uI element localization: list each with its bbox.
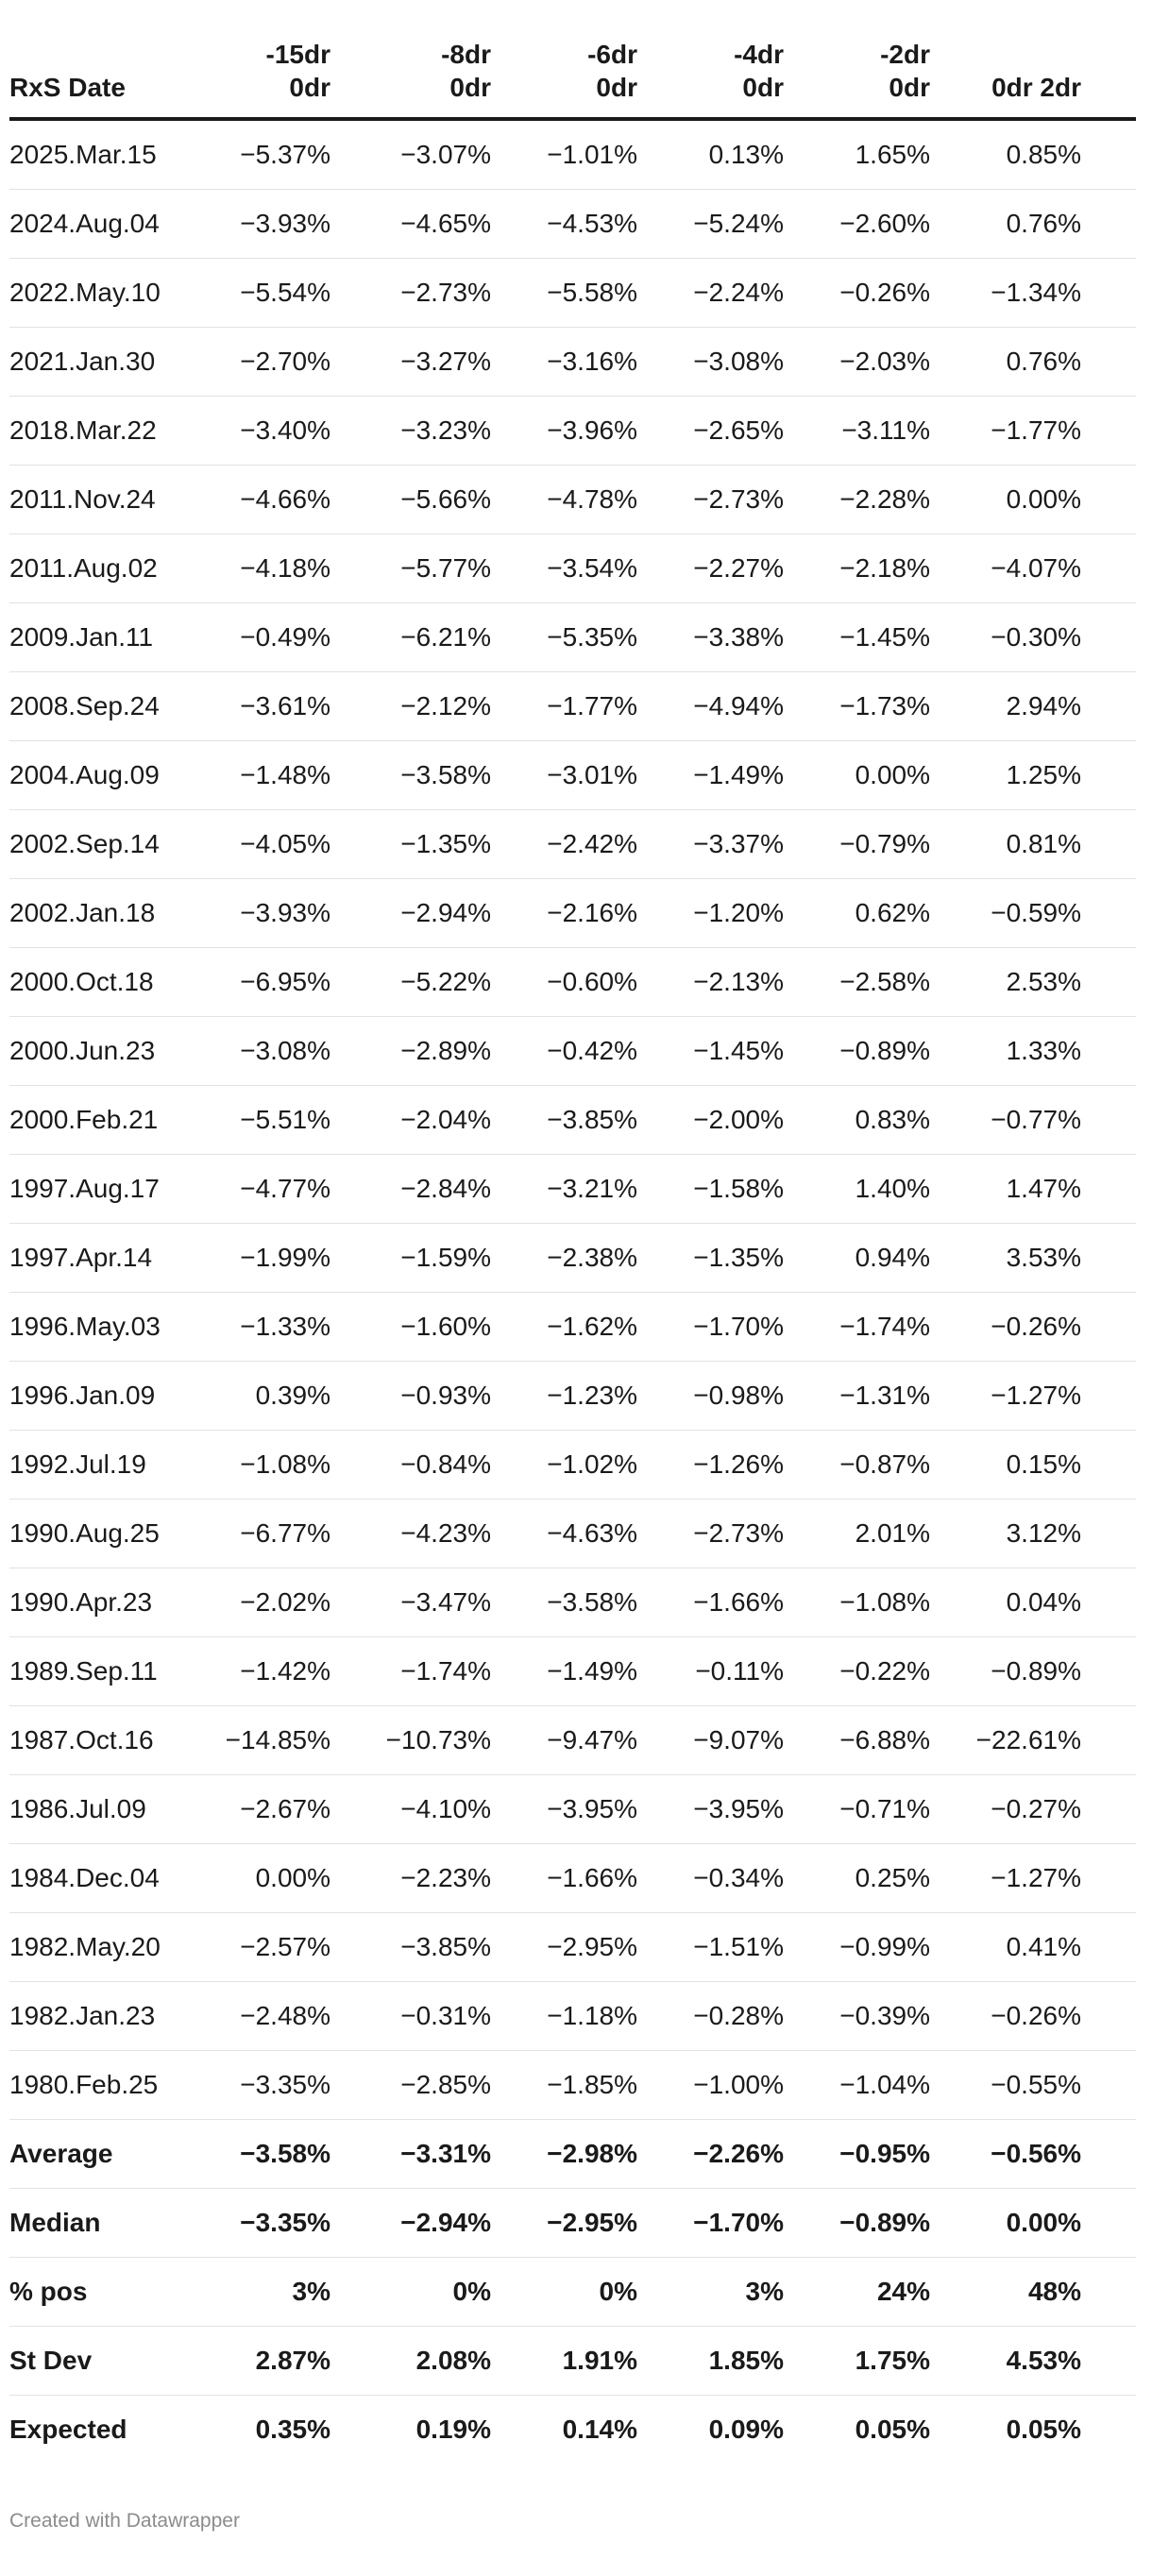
value-cell: −2.73% (637, 1500, 784, 1568)
value-cell: 3% (198, 2258, 330, 2327)
summary-label: % pos (9, 2258, 198, 2327)
value-cell: 2.01% (784, 1500, 930, 1568)
value-cell: −1.35% (637, 1224, 784, 1293)
summary-row (9, 2120, 1136, 2189)
value-cell: −5.66% (330, 466, 491, 534)
value-cell: −1.73% (784, 672, 930, 741)
header-label-line1 (930, 38, 1081, 71)
value-cell: −6.77% (198, 1500, 330, 1568)
header-label-line1: -2dr (880, 40, 930, 69)
value-cell: 0.00% (930, 466, 1136, 534)
value-cell: −3.58% (491, 1568, 637, 1637)
header-date[interactable] (9, 38, 198, 119)
value-cell: −3.11% (784, 397, 930, 466)
value-cell: −0.59% (930, 879, 1136, 948)
table-row (9, 190, 1136, 259)
value-cell: −1.49% (637, 741, 784, 810)
header-label-line2: 0dr (889, 73, 930, 102)
value-cell: −1.27% (930, 1362, 1136, 1431)
value-cell: −0.98% (637, 1362, 784, 1431)
value-cell: −0.79% (784, 810, 930, 879)
value-cell: −2.48% (198, 1982, 330, 2051)
value-cell: −2.95% (491, 2189, 637, 2258)
value-cell: −2.70% (198, 328, 330, 397)
table-row (9, 741, 1136, 810)
header-label: RxS Date (9, 73, 126, 102)
date-cell: 1989.Sep.11 (9, 1637, 198, 1706)
value-cell: 0.35% (255, 2415, 330, 2444)
value-cell: −3.38% (637, 603, 784, 672)
value-cell: 4.53% (930, 2327, 1136, 2396)
value-cell: −1.42% (198, 1637, 330, 1706)
table-row (9, 1224, 1136, 1293)
value-cell: −10.73% (330, 1706, 491, 1775)
value-cell: −1.77% (930, 397, 1136, 466)
value-cell: −2.73% (637, 466, 784, 534)
value-cell: −2.04% (330, 1086, 491, 1155)
value-cell: 0% (491, 2258, 637, 2327)
summary-row (9, 2258, 1136, 2327)
date-cell: 1996.May.03 (9, 1293, 198, 1362)
date-cell: 2002.Sep.14 (9, 810, 198, 879)
table-row (9, 1155, 1136, 1224)
value-cell: −22.61% (930, 1706, 1136, 1775)
table-row (9, 259, 1136, 328)
value-cell: −0.60% (491, 948, 637, 1017)
table-row (9, 810, 1136, 879)
table-row (9, 1913, 1136, 1982)
value-cell: −4.07% (930, 534, 1136, 603)
header-col-5[interactable] (784, 38, 930, 119)
value-cell: 1.47% (930, 1155, 1136, 1224)
value-cell: −3.31% (330, 2120, 491, 2189)
header-label-line2: 0dr 2dr (991, 73, 1081, 102)
header-label-line1: -8dr (441, 40, 491, 69)
value-cell: −1.00% (637, 2051, 784, 2120)
summary-row (9, 2396, 1136, 2465)
value-cell: −1.20% (637, 879, 784, 948)
header-label-line2: 0dr (449, 73, 491, 102)
table-row (9, 1775, 1136, 1844)
table-row (9, 1431, 1136, 1500)
value-cell: −1.31% (784, 1362, 930, 1431)
value-cell: 0.00% (784, 741, 930, 810)
value-cell: −0.87% (784, 1431, 930, 1500)
table-row (9, 879, 1136, 948)
value-cell: −0.95% (784, 2120, 930, 2189)
value-cell: −3.54% (491, 534, 637, 603)
value-cell: −1.26% (637, 1431, 784, 1500)
value-cell: −4.77% (198, 1155, 330, 1224)
value-cell: −0.31% (330, 1982, 491, 2051)
value-cell: −1.27% (930, 1844, 1136, 1913)
value-cell: −3.21% (491, 1155, 637, 1224)
summary-label: St Dev (9, 2327, 198, 2396)
value-cell: −1.99% (198, 1224, 330, 1293)
value-cell: −1.59% (330, 1224, 491, 1293)
value-cell: 0.05% (855, 2415, 930, 2444)
value-cell: 1.40% (784, 1155, 930, 1224)
value-cell: −2.89% (330, 1017, 491, 1086)
table-row (9, 1568, 1136, 1637)
value-cell: −3.85% (491, 1086, 637, 1155)
date-cell: 2004.Aug.09 (9, 741, 198, 810)
value-cell: −2.94% (330, 2189, 491, 2258)
value-cell: 0.19% (415, 2415, 491, 2444)
value-cell: −3.47% (330, 1568, 491, 1637)
header-col-4[interactable] (637, 38, 784, 119)
value-cell: −1.74% (784, 1293, 930, 1362)
date-cell: 2009.Jan.11 (9, 603, 198, 672)
value-cell: −2.65% (637, 397, 784, 466)
value-cell: −1.74% (330, 1637, 491, 1706)
value-cell: 0.41% (930, 1913, 1136, 1982)
value-cell: −1.35% (330, 810, 491, 879)
header-label-line2: 0dr (289, 73, 330, 102)
value-cell: 2.53% (930, 948, 1136, 1017)
date-cell: 1986.Jul.09 (9, 1775, 198, 1844)
value-cell: 1.91% (491, 2327, 637, 2396)
value-cell: −2.18% (784, 534, 930, 603)
value-cell: −2.13% (637, 948, 784, 1017)
value-cell: −5.24% (637, 190, 784, 259)
table-row (9, 1017, 1136, 1086)
value-cell: −3.01% (491, 741, 637, 810)
value-cell: −3.08% (198, 1017, 330, 1086)
value-cell: −0.56% (930, 2120, 1136, 2189)
value-cell: −0.89% (784, 1017, 930, 1086)
value-cell: 0.09% (708, 2415, 784, 2444)
table-row (9, 466, 1136, 534)
header-label-line2: 0dr (742, 73, 784, 102)
value-cell: −0.22% (784, 1637, 930, 1706)
value-cell: −2.38% (491, 1224, 637, 1293)
value-cell: −4.66% (198, 466, 330, 534)
value-cell: −0.55% (930, 2051, 1136, 2120)
value-cell: −0.89% (784, 2189, 930, 2258)
value-cell: −9.07% (637, 1706, 784, 1775)
value-cell: 24% (784, 2258, 930, 2327)
table-row (9, 328, 1136, 397)
value-cell: −1.60% (330, 1293, 491, 1362)
value-cell: −3.35% (198, 2189, 330, 2258)
date-cell: 2002.Jan.18 (9, 879, 198, 948)
value-cell: 0.94% (784, 1224, 930, 1293)
value-cell: −5.22% (330, 948, 491, 1017)
summary-row (9, 2189, 1136, 2258)
value-cell: −6.21% (330, 603, 491, 672)
value-cell: 3.53% (930, 1224, 1136, 1293)
date-cell: 2011.Aug.02 (9, 534, 198, 603)
value-cell: −3.61% (198, 672, 330, 741)
value-cell: 0.00% (930, 2189, 1136, 2258)
value-cell: −5.35% (491, 603, 637, 672)
value-cell: 3.12% (930, 1500, 1136, 1568)
table-row (9, 1293, 1136, 1362)
value-cell: 0.14% (562, 2415, 637, 2444)
value-cell: −2.85% (330, 2051, 491, 2120)
date-cell: 2018.Mar.22 (9, 397, 198, 466)
value-cell: −3.95% (637, 1775, 784, 1844)
value-cell: 1.85% (637, 2327, 784, 2396)
value-cell: −2.00% (637, 1086, 784, 1155)
table-row (9, 1844, 1136, 1913)
table-row (9, 948, 1136, 1017)
value-cell: 0.39% (198, 1362, 330, 1431)
value-cell: −0.26% (784, 259, 930, 328)
table-row (9, 2051, 1136, 2120)
value-cell: 0.85% (930, 119, 1136, 190)
value-cell: −0.49% (198, 603, 330, 672)
value-cell: −3.08% (637, 328, 784, 397)
value-cell: −2.42% (491, 810, 637, 879)
date-cell: 2024.Aug.04 (9, 190, 198, 259)
value-cell: −3.35% (198, 2051, 330, 2120)
table-row (9, 1982, 1136, 2051)
value-cell: −2.26% (637, 2120, 784, 2189)
date-cell: 2021.Jan.30 (9, 328, 198, 397)
table-row (9, 1362, 1136, 1431)
table-row (9, 603, 1136, 672)
value-cell: −4.05% (198, 810, 330, 879)
value-cell: −0.34% (637, 1844, 784, 1913)
value-cell: 0.81% (930, 810, 1136, 879)
header-label-line1: -15dr (265, 40, 330, 69)
table-row (9, 534, 1136, 603)
value-cell: −1.08% (784, 1568, 930, 1637)
summary-row (9, 2327, 1136, 2396)
value-cell: −2.27% (637, 534, 784, 603)
value-cell: −1.33% (198, 1293, 330, 1362)
table-row (9, 1706, 1136, 1775)
value-cell: −2.12% (330, 672, 491, 741)
value-cell: 1.65% (784, 119, 930, 190)
value-cell: 1.25% (930, 741, 1136, 810)
value-cell: −2.60% (784, 190, 930, 259)
table-row (9, 119, 1136, 190)
value-cell: 0.15% (930, 1431, 1136, 1500)
date-cell: 2011.Nov.24 (9, 466, 198, 534)
value-cell: −1.08% (198, 1431, 330, 1500)
value-cell: −4.63% (491, 1500, 637, 1568)
header-col-2[interactable] (330, 38, 491, 119)
header-col-1[interactable] (198, 38, 330, 119)
value-cell: −2.23% (330, 1844, 491, 1913)
value-cell: −1.66% (491, 1844, 637, 1913)
table-row (9, 397, 1136, 466)
value-cell: 0.83% (784, 1086, 930, 1155)
value-cell: −5.77% (330, 534, 491, 603)
value-cell: −3.96% (491, 397, 637, 466)
value-cell: 0.76% (930, 328, 1136, 397)
value-cell: −2.28% (784, 466, 930, 534)
table-body (9, 119, 1136, 2464)
value-cell: −1.04% (784, 2051, 930, 2120)
value-cell: −2.03% (784, 328, 930, 397)
value-cell: −0.26% (930, 1982, 1136, 2051)
value-cell: 0.62% (784, 879, 930, 948)
value-cell: −0.27% (930, 1775, 1136, 1844)
value-cell: −1.49% (491, 1637, 637, 1706)
value-cell: −2.57% (198, 1913, 330, 1982)
value-cell: −4.23% (330, 1500, 491, 1568)
value-cell: −2.84% (330, 1155, 491, 1224)
value-cell: 1.33% (930, 1017, 1136, 1086)
value-cell: 2.08% (330, 2327, 491, 2396)
table-row (9, 1500, 1136, 1568)
date-cell: 1996.Jan.09 (9, 1362, 198, 1431)
value-cell: −4.18% (198, 534, 330, 603)
header-col-3[interactable] (491, 38, 637, 119)
value-cell: −2.24% (637, 259, 784, 328)
value-cell: −1.18% (491, 1982, 637, 2051)
value-cell: −1.45% (637, 1017, 784, 1086)
value-cell: −2.58% (784, 948, 930, 1017)
value-cell: −5.54% (198, 259, 330, 328)
value-cell: −0.77% (930, 1086, 1136, 1155)
value-cell: −0.84% (330, 1431, 491, 1500)
value-cell: −3.40% (198, 397, 330, 466)
date-cell: 1982.Jan.23 (9, 1982, 198, 2051)
value-cell: 0.05% (1006, 2415, 1081, 2444)
value-cell: −1.62% (491, 1293, 637, 1362)
value-cell: −0.26% (930, 1293, 1136, 1362)
value-cell: −1.34% (930, 259, 1136, 328)
value-cell: −4.53% (491, 190, 637, 259)
value-cell: −0.30% (930, 603, 1136, 672)
header-label-line1: -4dr (734, 40, 784, 69)
value-cell: −0.93% (330, 1362, 491, 1431)
date-cell: 2025.Mar.15 (9, 119, 198, 190)
value-cell: −1.02% (491, 1431, 637, 1500)
value-cell: 2.94% (930, 672, 1136, 741)
value-cell: −4.94% (637, 672, 784, 741)
value-cell: 0.13% (637, 119, 784, 190)
value-cell: −2.73% (330, 259, 491, 328)
date-cell: 1987.Oct.16 (9, 1706, 198, 1775)
value-cell: −14.85% (198, 1706, 330, 1775)
date-cell: 2008.Sep.24 (9, 672, 198, 741)
value-cell: −3.16% (491, 328, 637, 397)
value-cell: −6.88% (784, 1706, 930, 1775)
date-cell: 2022.May.10 (9, 259, 198, 328)
value-cell: −0.89% (930, 1637, 1136, 1706)
date-cell: 2000.Jun.23 (9, 1017, 198, 1086)
date-cell: 2000.Feb.21 (9, 1086, 198, 1155)
date-cell: 1990.Apr.23 (9, 1568, 198, 1637)
value-cell: −4.10% (330, 1775, 491, 1844)
value-cell: 0.04% (930, 1568, 1136, 1637)
value-cell: −0.42% (491, 1017, 637, 1086)
summary-label: Median (9, 2189, 198, 2258)
value-cell: −4.65% (330, 190, 491, 259)
value-cell: −2.02% (198, 1568, 330, 1637)
value-cell: −1.85% (491, 2051, 637, 2120)
value-cell: 2.87% (198, 2327, 330, 2396)
value-cell: −2.67% (198, 1775, 330, 1844)
value-cell: −1.51% (637, 1913, 784, 1982)
date-cell: 1997.Aug.17 (9, 1155, 198, 1224)
value-cell: −1.58% (637, 1155, 784, 1224)
value-cell: 0% (330, 2258, 491, 2327)
value-cell: −0.39% (784, 1982, 930, 2051)
value-cell: 3% (637, 2258, 784, 2327)
value-cell: 1.75% (784, 2327, 930, 2396)
value-cell: −1.70% (637, 1293, 784, 1362)
date-cell: 2000.Oct.18 (9, 948, 198, 1017)
value-cell: −1.45% (784, 603, 930, 672)
value-cell: −2.98% (491, 2120, 637, 2189)
value-cell: −1.77% (491, 672, 637, 741)
date-cell: 1982.May.20 (9, 1913, 198, 1982)
value-cell: −3.93% (198, 190, 330, 259)
header-col-6[interactable] (930, 38, 1136, 119)
value-cell: −4.78% (491, 466, 637, 534)
data-table (9, 38, 1136, 2464)
value-cell: −2.94% (330, 879, 491, 948)
value-cell: −2.95% (491, 1913, 637, 1982)
value-cell: −3.93% (198, 879, 330, 948)
value-cell: −5.58% (491, 259, 637, 328)
header-row (9, 38, 1136, 119)
value-cell: −2.16% (491, 879, 637, 948)
value-cell: −3.95% (491, 1775, 637, 1844)
datawrapper-credit: Created with Datawrapper (9, 2510, 240, 2532)
summary-label: Average (9, 2120, 198, 2189)
value-cell: −0.11% (637, 1637, 784, 1706)
value-cell: 0.76% (930, 190, 1136, 259)
date-cell: 1992.Jul.19 (9, 1431, 198, 1500)
value-cell: −1.66% (637, 1568, 784, 1637)
value-cell: −3.23% (330, 397, 491, 466)
value-cell: 48% (930, 2258, 1136, 2327)
value-cell: −1.48% (198, 741, 330, 810)
value-cell: −1.23% (491, 1362, 637, 1431)
value-cell: −6.95% (198, 948, 330, 1017)
date-cell: 1997.Apr.14 (9, 1224, 198, 1293)
table-row (9, 1637, 1136, 1706)
value-cell: −0.71% (784, 1775, 930, 1844)
date-cell: 1980.Feb.25 (9, 2051, 198, 2120)
value-cell: −5.51% (198, 1086, 330, 1155)
header-label-line1: -6dr (587, 40, 637, 69)
value-cell: −3.85% (330, 1913, 491, 1982)
value-cell: 0.00% (198, 1844, 330, 1913)
value-cell: −1.70% (637, 2189, 784, 2258)
date-cell: 1984.Dec.04 (9, 1844, 198, 1913)
value-cell: −3.58% (198, 2120, 330, 2189)
value-cell: 0.25% (784, 1844, 930, 1913)
header-label-line2: 0dr (596, 73, 637, 102)
value-cell: −9.47% (491, 1706, 637, 1775)
summary-label: Expected (9, 2415, 127, 2444)
value-cell: −3.27% (330, 328, 491, 397)
value-cell: −0.99% (784, 1913, 930, 1982)
value-cell: −0.28% (637, 1982, 784, 2051)
table-header (9, 38, 1136, 119)
table-row (9, 672, 1136, 741)
value-cell: −1.01% (491, 119, 637, 190)
table-row (9, 1086, 1136, 1155)
date-cell: 1990.Aug.25 (9, 1500, 198, 1568)
value-cell: −3.07% (330, 119, 491, 190)
value-cell: −3.58% (330, 741, 491, 810)
value-cell: −5.37% (198, 119, 330, 190)
value-cell: −3.37% (637, 810, 784, 879)
